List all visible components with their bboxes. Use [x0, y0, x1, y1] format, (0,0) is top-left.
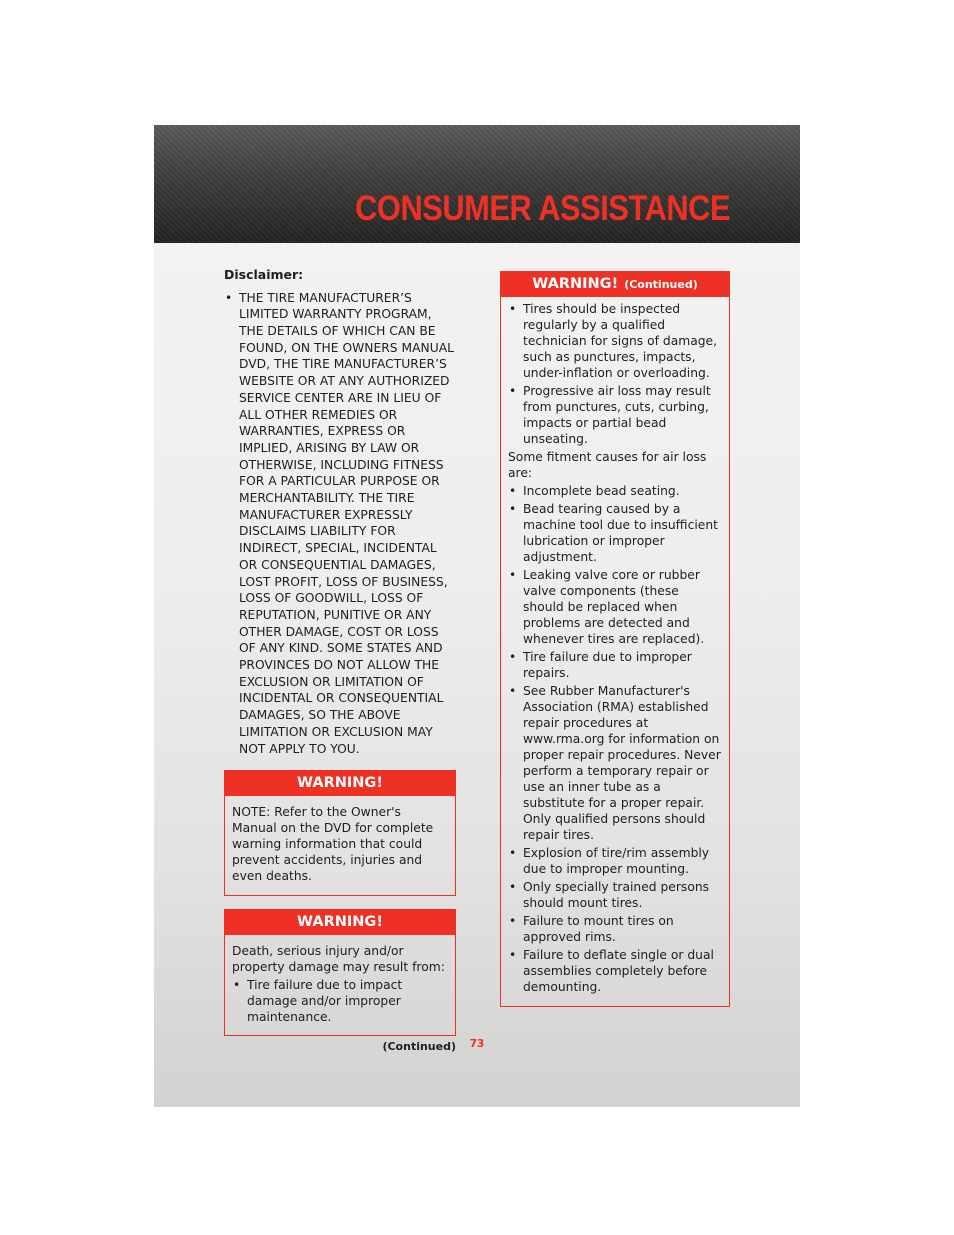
warning-list: [232, 977, 448, 1025]
warning-text: NOTE: Refer to the Owner's Manual on the DVD for complete warning information that could prevent accidents, injuries and even deaths.: [232, 805, 434, 884]
page-title: CONSUMER ASSISTANCE: [355, 189, 730, 228]
list-item: • Leaking valve core or rubber valve components (these should be replaced when problems are detected and whenever tires are replaced).: [508, 567, 723, 647]
warning-box-note: [224, 770, 456, 896]
warning-heading: WARNING!: [225, 771, 455, 796]
manual-page: [154, 125, 800, 1107]
warning-heading: WARNING!: [225, 910, 455, 935]
list-item: • THE TIRE MANUFACTURER’S LIMITED WARRANTY PROGRAM, THE DETAILS OF WHICH CAN BE FOUND, ON THE OWNERS MANUAL DVD, THE TIRE MANUFACTURER’S WEBSITE OR AT ANY AUTHORIZED SERVICE CENTER ARE IN LIEU OF ALL OTHER REMEDIES OR WARRANTIES, EXPRESS OR IMPLIED, ARISING BY LAW OR OTHERWISE, INCLUDING FITNESS FOR A PARTICULAR PURPOSE OR MERCHANTABILITY. THE TIRE MANUFACTURER EXPRESSLY DISCLAIMS LIABILITY FOR INDIRECT, SPECIAL, INCIDENTAL OR CONSEQUENTIAL DAMAGES, LOST PROFIT, LOSS OF BUSINESS, LOSS OF GOODWILL, LOSS OF REPUTATION, PUNITIVE OR ANY OTHER DAMAGE, COST OR LOSS OF ANY KIND. SOME STATES AND PROVINCES DO NOT ALLOW THE EXCLUSION OR LIMITATION OF INCIDENTAL OR CONSEQUENTIAL DAMAGES, SO THE ABOVE LIMITATION OR EXCLUSION MAY NOT APPLY TO YOU.: [224, 290, 456, 758]
disclaimer-heading: Disclaimer:: [224, 267, 304, 282]
warning-intro: Death, serious injury and/or property damage may result from:: [232, 944, 445, 975]
warning-box-continued: [500, 271, 730, 1007]
continued-tag: (Continued): [624, 278, 698, 291]
continued-label: (Continued): [382, 1040, 456, 1054]
warning-title: WARNING!: [532, 276, 619, 292]
list-item: • Bead tearing caused by a machine tool due to insufficient lubrication or improper adjustment.: [508, 501, 723, 565]
warning-list-a: [508, 301, 723, 447]
left-column: [224, 267, 456, 1056]
list-item: • Progressive air loss may result from punctures, cuts, curbing, impacts or partial bead unseating.: [508, 383, 723, 447]
warning-list-b: [508, 483, 723, 995]
fitment-subhead: Some fitment causes for air loss are:: [508, 450, 707, 480]
list-item: • Tires should be inspected regularly by a qualified technician for signs of damage, such as punctures, impacts, under-inflation or overloading.: [508, 301, 723, 381]
disclaimer-list: [224, 290, 456, 758]
list-item: • Only specially trained persons should mount tires.: [508, 879, 723, 911]
warning-body: [501, 297, 729, 1006]
list-item: • Incomplete bead seating.: [508, 483, 723, 499]
list-item: • Tire failure due to impact damage and/or improper maintenance.: [232, 977, 448, 1025]
warning-body: [225, 796, 455, 895]
list-item: • Tire failure due to improper repairs.: [508, 649, 723, 681]
right-column: [500, 271, 730, 1007]
list-item: • Failure to mount tires on approved rims.: [508, 913, 723, 945]
list-item: • Explosion of tire/rim assembly due to improper mounting.: [508, 845, 723, 877]
list-item: • See Rubber Manufacturer's Association (RMA) established repair procedures at www.rma.org for information on proper repair procedures. Never perform a temporary repair or use an inner tube as a substitute for a proper repair. Only qualified persons should repair tires.: [508, 683, 723, 843]
warning-heading: [501, 272, 729, 297]
warning-body: [225, 935, 455, 1035]
warning-box-injury: [224, 909, 456, 1036]
section-header: [154, 125, 800, 243]
list-item: • Failure to deflate single or dual assemblies completely before demounting.: [508, 947, 723, 995]
page-number: 73: [469, 1038, 485, 1050]
